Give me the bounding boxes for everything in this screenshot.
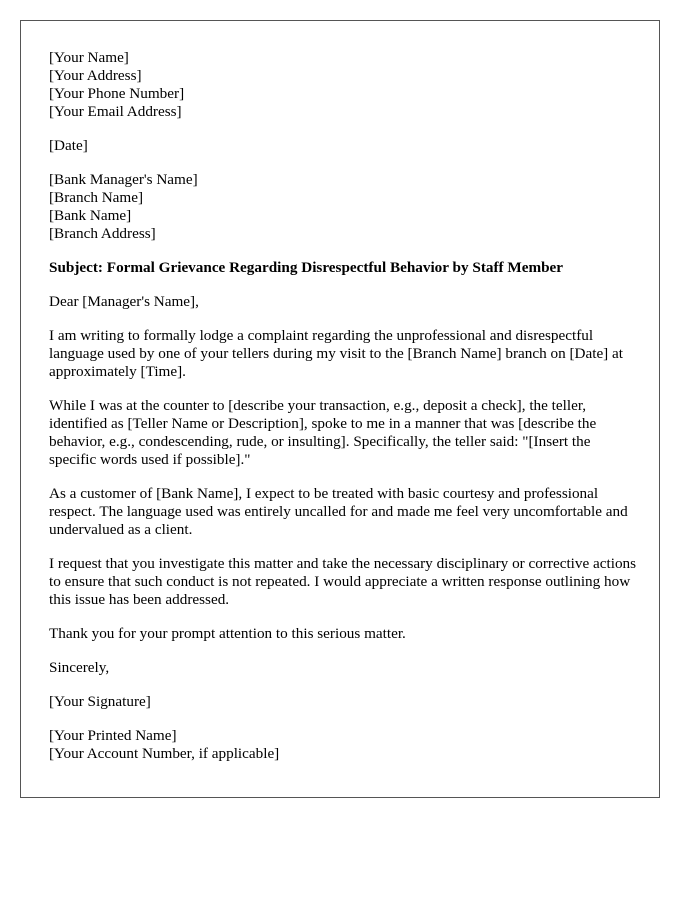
letter-content (49, 49, 639, 779)
subject-line: Subject: Formal Grievance Regarding Disrespectful Behavior by Staff Member (49, 259, 564, 276)
printed-name: [Your Printed Name] (49, 727, 177, 744)
closing: Sincerely, (49, 659, 110, 676)
letter-page (20, 20, 660, 798)
body-paragraph: I request that you investigate this matter and take the necessary disciplinary or corrective actions to ensure that such conduct is not repeated. I would appreciate a written response outlining how this issue has been addressed. (49, 555, 637, 608)
signature-placeholder: [Your Signature] (49, 693, 151, 710)
recipient-branch: [Branch Name] (49, 189, 144, 206)
account-number: [Your Account Number, if applicable] (49, 745, 280, 762)
body-paragraph: Thank you for your prompt attention to this serious matter. (49, 625, 406, 642)
salutation: Dear [Manager's Name], (49, 293, 199, 310)
body-paragraph: While I was at the counter to [describe your transaction, e.g., deposit a check], the teller, identified as [Teller Name or Description], spoke to me in a manner that was [describe the behavior, e.g., condescending, rude, or insulting]. Specifically, the teller said: "[Insert the specific words used if possible]." (49, 397, 597, 468)
letter-date: [Date] (49, 137, 88, 154)
date-block (49, 137, 639, 155)
sender-email: [Your Email Address] (49, 103, 182, 120)
sender-block (49, 49, 639, 121)
recipient-branch-address: [Branch Address] (49, 225, 156, 242)
recipient-bank: [Bank Name] (49, 207, 132, 224)
signature-block (49, 727, 639, 763)
recipient-block (49, 171, 639, 243)
body-paragraph: I am writing to formally lodge a complaint regarding the unprofessional and disrespectful language used by one of your tellers during my visit to the [Branch Name] branch on [Date] at approximately [Time]. (49, 327, 623, 380)
sender-address: [Your Address] (49, 67, 142, 84)
body-paragraph: As a customer of [Bank Name], I expect to be treated with basic courtesy and professional respect. The language used was entirely uncalled for and made me feel very uncomfortable and undervalued as a client. (49, 485, 628, 538)
recipient-manager: [Bank Manager's Name] (49, 171, 198, 188)
sender-phone: [Your Phone Number] (49, 85, 185, 102)
sender-name: [Your Name] (49, 49, 129, 66)
